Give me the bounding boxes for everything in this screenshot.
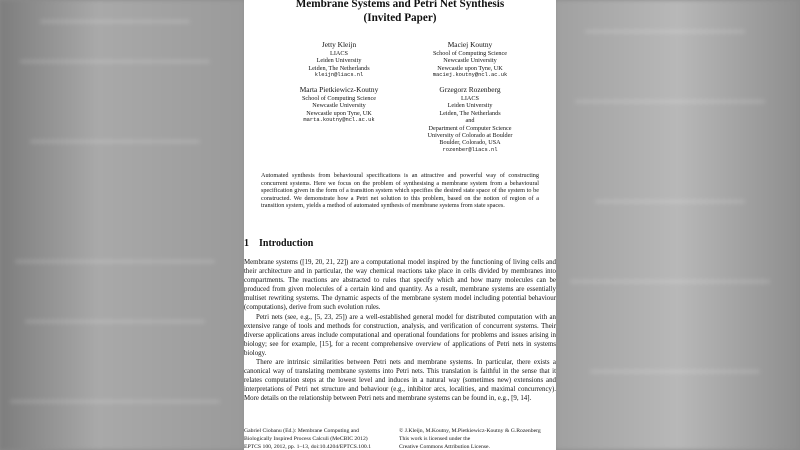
blurred-background-right	[555, 0, 800, 450]
author-block	[410, 40, 530, 80]
author-affiliation: Newcastle University	[312, 102, 366, 110]
author-block	[410, 85, 530, 154]
author-affiliation: School of Computing Science	[432, 50, 508, 57]
author-name: Marta Pietkiewicz-Koutny	[299, 85, 379, 94]
author-email[interactable]: marta.koutny@ncl.ac.uk	[303, 117, 375, 124]
author-block	[284, 40, 394, 80]
author-affiliation: Leiden University	[447, 102, 493, 110]
paper-page	[244, 0, 556, 450]
author-email[interactable]: maciej.koutny@ncl.ac.uk	[432, 72, 508, 79]
footer-line: Creative Commons Attribution License.	[399, 444, 490, 450]
author-affiliation: Department of Computer Science	[428, 124, 512, 132]
footer-left	[244, 427, 404, 450]
blurred-background-left	[0, 0, 245, 450]
abstract: Automated synthesis from behavioural specifications is an attractive and powerful way of constructing concurrent systems. Here we focus on the problem of synthesising a membrane system from a behavioural specification given in the form of a transition system which specifies the desired state space of the system to be constructed. We demonstrate how a Petri net solution to this problem, based on the notion of region of a transition system, yields a method of automated synthesis of membrane systems from state spaces.	[261, 172, 539, 210]
footer-line: This work is licensed under the	[399, 436, 471, 442]
author-affiliation: and	[465, 117, 475, 125]
author-affiliation: University of Colorado at Boulder	[427, 132, 513, 140]
author-name: Maciej Koutny	[447, 40, 493, 49]
paragraph: Petri nets (see, e.g., [5, 23, 25]) are a well-established general model for distributed computation with an extensive range of tools and methods for construction, analysis, and verification of concurrent systems. Their diverse applications areas include computational and operational foundations for problems and issues arising in biology; see for example, [15], for a recent comprehensive overview of applications of Petri nets in systems biology.	[244, 313, 556, 357]
author-email[interactable]: rozenber@liacs.nl	[442, 146, 498, 153]
section-title: Introduction	[259, 238, 314, 249]
paragraph: There are intrinsic similarities between Petri nets and membrane systems. In particular, there exists a canonical way of translating membrane systems into Petri nets. This translation is faithful in the sense that it relates computation steps at the lowest level and induces in a natural way (sometimes new) extensions and interpretations of Petri net structure and behaviour (e.g., inhibitor arcs, localities, and maximal concurrency). More details on the relationship between Petri nets and membrane systems can be found in, e.g., [9, 14].	[244, 359, 556, 403]
author-affiliation: Leiden, The Netherlands	[308, 64, 370, 72]
author-affiliation: LIACS	[461, 95, 479, 102]
author-affiliation: Newcastle upon Tyne, UK	[306, 109, 372, 117]
author-name: Jetty Kleijn	[321, 40, 357, 49]
paragraph: Membrane systems ([19, 20, 21, 22]) are a computational model inspired by the functioning of living cells and their architecture and in particular, the way chemical reactions take place in cells divided by membranes into compartments. The reactions are abstracted to rules that specify which and how many molecules can be produced from given molecules of a certain kind and quantity. As a result, membrane systems are essentially multiset rewriting systems. The dynamic aspects of the membrane system model including potential behaviour (computations), derive from such evolution rules.	[244, 259, 556, 312]
footer-line: Gabriel Ciobanu (Ed.): Membrane Computing and	[244, 428, 359, 434]
author-affiliation: Leiden University	[316, 57, 362, 65]
footer-line: EPTCS 100, 2012, pp. 1–13, doi:10.4204/EPTCS.100.1	[244, 444, 372, 450]
author-affiliation: Boulder, Colorado, USA	[439, 139, 501, 147]
body-text	[244, 258, 556, 404]
author-name: Grzegorz Rozenberg	[439, 85, 501, 94]
author-affiliation: Leiden, The Netherlands	[439, 109, 501, 117]
footer-line: Biologically Inspired Process Calculi (MeCBIC 2012)	[244, 436, 368, 442]
author-affiliation: Newcastle upon Tyne, UK	[437, 64, 503, 72]
author-affiliation: Newcastle University	[443, 57, 497, 65]
footer-line: © J.Kleijn, M.Koutny, M.Pietkiewicz-Koutny & G.Rozenberg	[399, 428, 541, 434]
footer-right	[399, 427, 556, 450]
section-number: 1	[244, 238, 249, 249]
author-affiliation: School of Computing Science	[301, 95, 377, 102]
author-email[interactable]: kleijn@liacs.nl	[314, 72, 364, 79]
author-block	[279, 85, 399, 125]
section-heading	[244, 238, 323, 249]
author-affiliation: LIACS	[330, 50, 348, 57]
paper-subtitle: (Invited Paper)	[363, 12, 437, 24]
paper-title: Membrane Systems and Petri Net Synthesis	[295, 0, 505, 10]
